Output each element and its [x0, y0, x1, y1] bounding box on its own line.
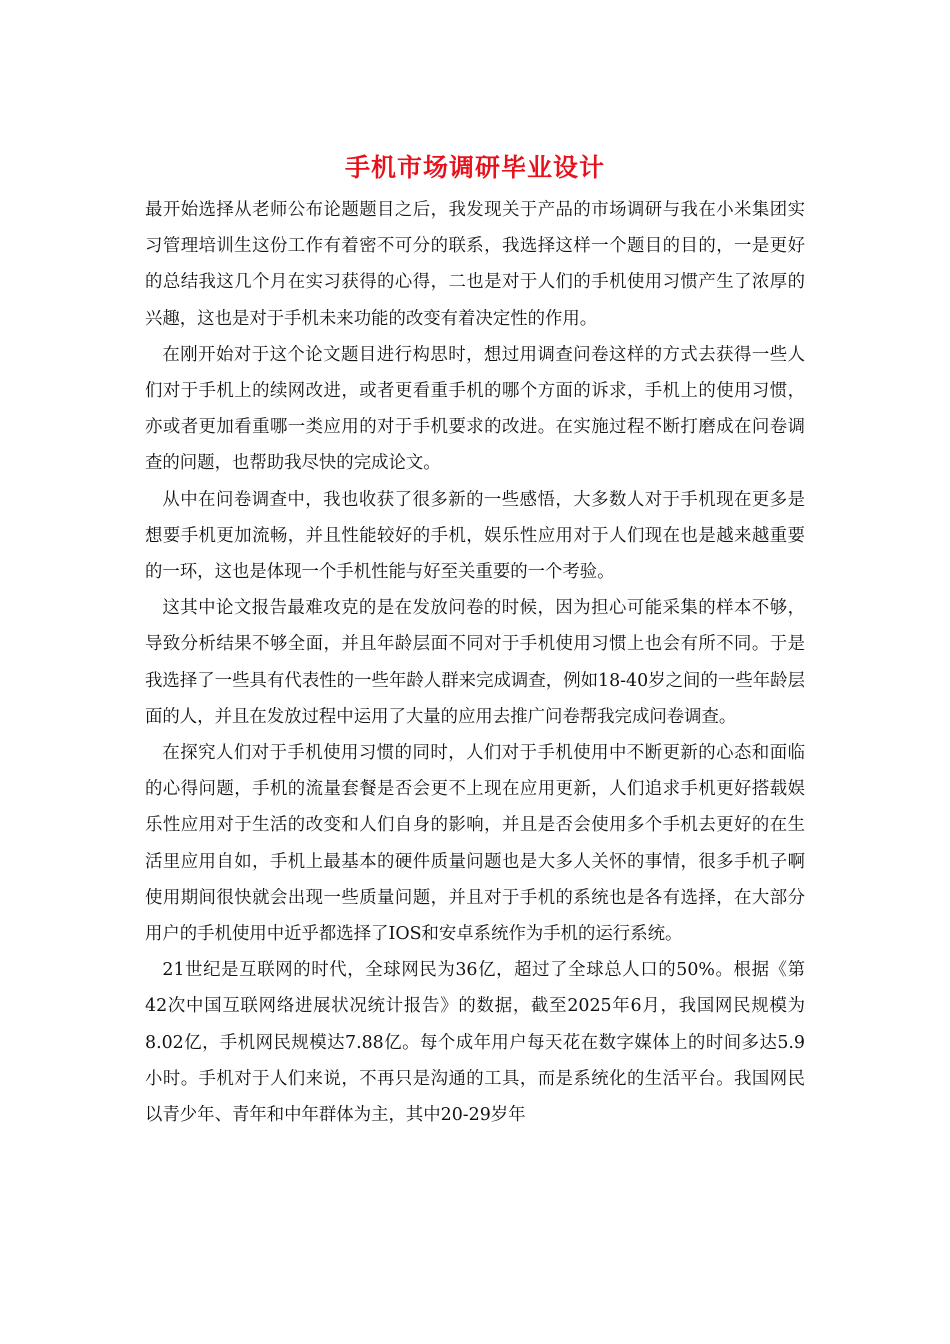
paragraph-4: 这其中论文报告最难攻克的是在发放问卷的时候，因为担心可能采集的样本不够，导致分析结果不够全面，并且年龄层面不同对于手机使用习惯上也会有所不同。于是我选择了一些具有代表性的一些年龄人群来完成调查，例如18-40岁之间的一些年龄层面的人，并且在发放过程中运用了大量的应用去推广问卷帮我完成问卷调查。 — [145, 598, 805, 727]
paragraph-5: 在探究人们对于手机使用习惯的同时，人们对于手机使用中不断更新的心态和面临的心得问题，手机的流量套餐是否会更不上现在应用更新，人们追求手机更好搭载娱乐性应用对于生活的改变和人们自身的影响，并且是否会使用多个手机去更好的在生活里应用自如，手机上最基本的硬件质量问题也是大多人关怀的事情，很多手机子啊使用期间很快就会出现一些质量问题，并且对于手机的系统也是各有选择，在大部分用户的手机使用中近乎都选择了IOS和安卓系统作为手机的运行系统。 — [145, 743, 805, 945]
document-title: 手机市场调研毕业设计 — [344, 153, 605, 182]
document-body — [145, 192, 805, 1133]
paragraph-1: 最开始选择从老师公布论题题目之后，我发现关于产品的市场调研与我在小米集团实习管理培训生这份工作有着密不可分的联系，我选择这样一个题目的目的，一是更好的总结我这几个月在实习获得的心得，二也是对于人们的手机使用习惯产生了浓厚的兴趣，这也是对于手机未来功能的改变有着决定性的作用。 — [145, 200, 805, 329]
paragraph-3: 从中在问卷调查中，我也收获了很多新的一些感悟，大多数人对于手机现在更多是想要手机更加流畅，并且性能较好的手机，娱乐性应用对于人们现在也是越来越重要的一环，这也是体现一个手机性能与好至关重要的一个考验。 — [145, 489, 805, 583]
paragraph-2: 在刚开始对于这个论文题目进行构思时，想过用调查问卷这样的方式去获得一些人们对于手机上的续网改进，或者更看重手机的哪个方面的诉求，手机上的使用习惯，亦或者更加看重哪一类应用的对于手机要求的改进。在实施过程不断打磨成在问卷调查的问题，也帮助我尽快的完成论文。 — [145, 344, 805, 474]
paragraph-6: 21世纪是互联网的时代，全球网民为36亿，超过了全球总人口的50%。根据《第42次中国互联网络进展状况统计报告》的数据，截至2025年6月，我国网民规模为8.02亿，手机网民规模达7.88亿。每个成年用户每天花在数字媒体上的时间多达5.9小时。手机对于人们来说，不再只是沟通的工具，而是系统化的生活平台。我国网民以青少年、青年和中年群体为主，其中20-29岁年 — [145, 960, 805, 1126]
